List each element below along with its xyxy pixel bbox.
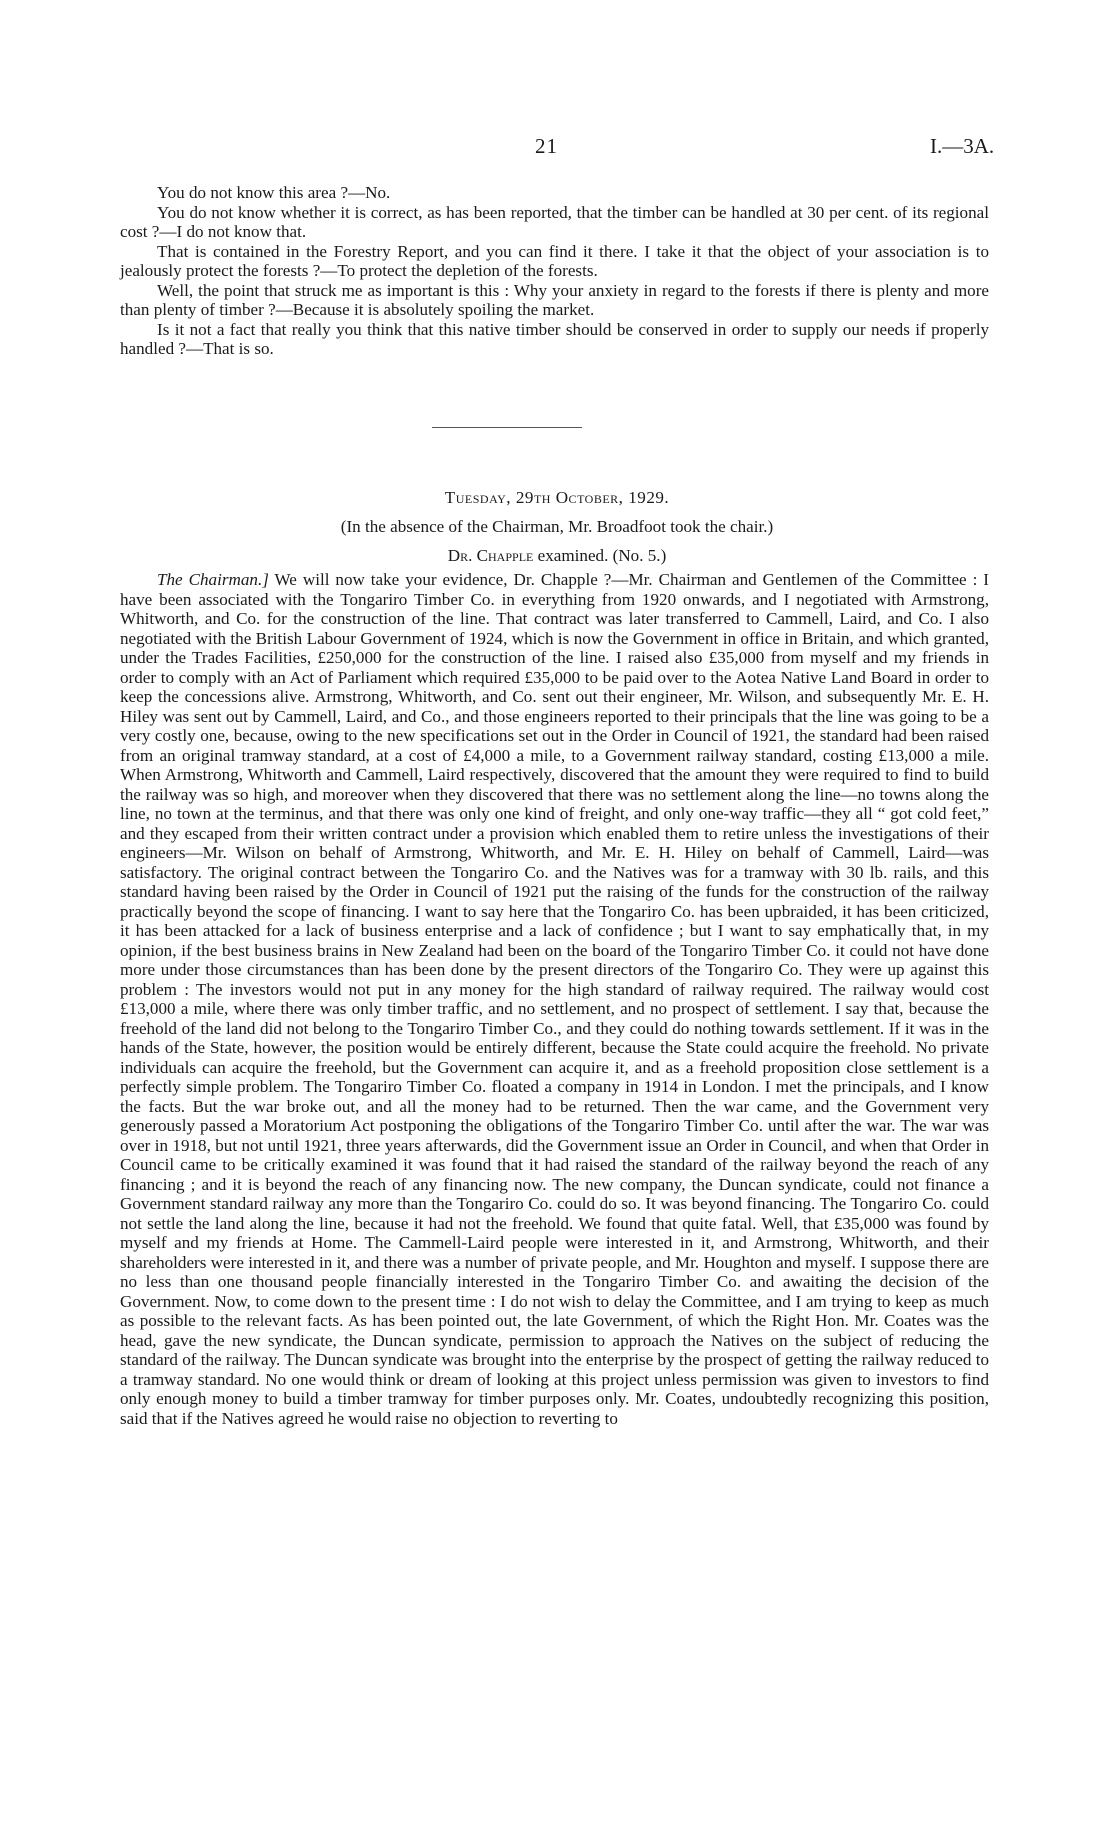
page-number: 21 (535, 134, 558, 158)
qa-paragraph: You do not know this area ?—No. (157, 183, 391, 202)
witness-name: Dr. Chapple (447, 546, 534, 565)
document-reference: I.—3A. (930, 134, 995, 158)
speaker-label: The Chairman.] (157, 570, 269, 589)
section-divider (432, 427, 582, 428)
qa-paragraph: You do not know whether it is correct, as has been reported, that the timber can be handled at 30 per cent. of its regional cost ?—I do not know that. (120, 202, 989, 241)
qa-paragraph: That is contained in the Forestry Report, and you can find it there. I take it that the object of your association is to jealously protect the forests ?—To protect the depletion of the forests. (120, 241, 989, 280)
testimony-text: We will now take your evidence, Dr. Chapple ?—Mr. Chairman and Gentlemen of the Committee : I have been associated with the Tongariro Timber Co. in everything from 1920 onwards, and I negotiated with Armstrong, Whitworth, and Co. for the construction of the line. That contract was later transferred to Cammell, Laird, and Co. I also negotiated with the British Labour Government of 1924, which is now the Government in office in Britain, and which granted, under the Trades Facilities, £250,000 for the construction of the line. I raised also £35,000 from myself and my friends in order to comply with an Act of Parliament which required £35,000 to be paid over to the Aotea Native Land Board in order to keep the concessions alive. Armstrong, Whitworth, and Co. sent out their engineer, Mr. Wilson, and subsequently Mr. E. H. Hiley was sent out by Cammell, Laird, and Co., and those engineers reported to their principals that the line was going to be a very costly one, because, owing to the new specifications set out in the Order in Council of 1921, the standard had been raised from an original tramway standard, at a cost of £4,000 a mile, to a Government railway standard, costing £13,000 a mile. When Armstrong, Whitworth and Cammell, Laird respectively, discovered that the amount they were required to find to build the railway was so high, and moreover when they discovered that there was no settlement along the line—no towns along the line, no town at the terminus, and that there was only one kind of freight, and only one-way traffic—they all “ got cold feet,” and they escaped from their written contract under a provision which enabled them to retire unless the investigations of their engineers—Mr. Wilson on behalf of Armstrong, Whitworth, and Mr. E. H. Hiley on behalf of Cammell, Laird—was satisfactory. The original contract between the Tongariro Co. and the Natives was for a tramway with 30 lb. rails, and this standard having been raised by the Order in Council of 1921 put the raising of the funds for the construction of the railway practically beyond the scope of financing. I want to say here that the Tongariro Co. has been upbraided, it has been criticized, it has been attacked for a lack of business enterprise and a lack of confidence ; but I want to say emphatically that, in my opinion, if the best business brains in New Zealand had been on the board of the Tongariro Timber Co. it could not have done more under those circumstances than has been done by the present directors of the Tongariro Co. They were up against this problem : The investors would not put in any money for the high standard of railway required. The railway would cost £13,000 a mile, where there was only timber traffic, and no settlement, and no prospect of settlement. I say that, because the freehold of the land did not belong to the Tongariro Timber Co., and they could do nothing towards settlement. If it was in the hands of the State, however, the position would be entirely different, because the State could acquire the freehold. No private individuals can acquire the freehold, but the Government can acquire it, and as a freehold proposition close settlement is a perfectly simple problem. The Tongariro Timber Co. floated a company in 1914 in London. I met the principals, and I know the facts. But the war broke out, and all the money had to be returned. Then the war came, and the Government very generously passed a Moratorium Act postponing the obligations of the Tongariro Timber Co. until after the war. The war was over in 1918, but not until 1921, three years afterwards, did the Government issue an Order in Council, and when that Order in Council came to be critically examined it was found that it had raised the standard of the railway beyond the reach of any financing ; and it is beyond the reach of any financing now. The new company, the Duncan syndicate, could not finance a Government standard railway any more than the Tongariro Co. could do so. It was beyond financing. The Tongariro Co. could not settle the land along the line, because it had not the freehold. We found that quite fatal. Well, that £35,000 was found by myself and my friends at Home. The Cammell-Laird people were interested in it, and Armstrong, Whitworth, and their shareholders were interested in it, and there was a number of private people, and Mr. Houghton and myself. I suppose there are no less than one thousand people financially interested in the Tongariro Timber Co. and awaiting the decision of the Government. Now, to come down to the present time : I do not wish to delay the Committee, and I am trying to keep as much as possible to the relevant facts. As has been pointed out, the late Government, of which the Right Hon. Mr. Coates was the head, gave the new syndicate, the Duncan syndicate, permission to approach the Natives on the subject of reducing the standard of the railway. The Duncan syndicate was brought into the enterprise by the prospect of getting the railway reduced to a tramway standard. No one would think or dream of looking at this project unless permission was given to investors to find only enough money to build a timber tramway for timber purposes only. Mr. Coates, undoubtedly recognizing this position, said that if the Natives agreed he would raise no objection to reverting to (120, 570, 989, 1428)
witness-heading (0, 546, 1114, 566)
page-header (0, 134, 1114, 164)
chair-note: (In the absence of the Chairman, Mr. Broadfoot took the chair.) (340, 517, 774, 536)
qa-paragraph: Is it not a fact that really you think that this native timber should be conserved in order to supply our needs if properly handled ?—That is so. (120, 319, 989, 358)
testimony-block (120, 570, 989, 1428)
question-answer-block (120, 183, 989, 359)
testimony-paragraph (120, 570, 989, 1428)
session-date: Tuesday, 29th October, 1929. (444, 488, 670, 507)
witness-suffix: examined. (No. 5.) (533, 546, 667, 565)
qa-paragraph: Well, the point that struck me as important is this : Why your anxiety in regard to the forests if there is plenty and more than plenty of timber ?—Because it is absolutely spoiling the market. (120, 280, 989, 319)
